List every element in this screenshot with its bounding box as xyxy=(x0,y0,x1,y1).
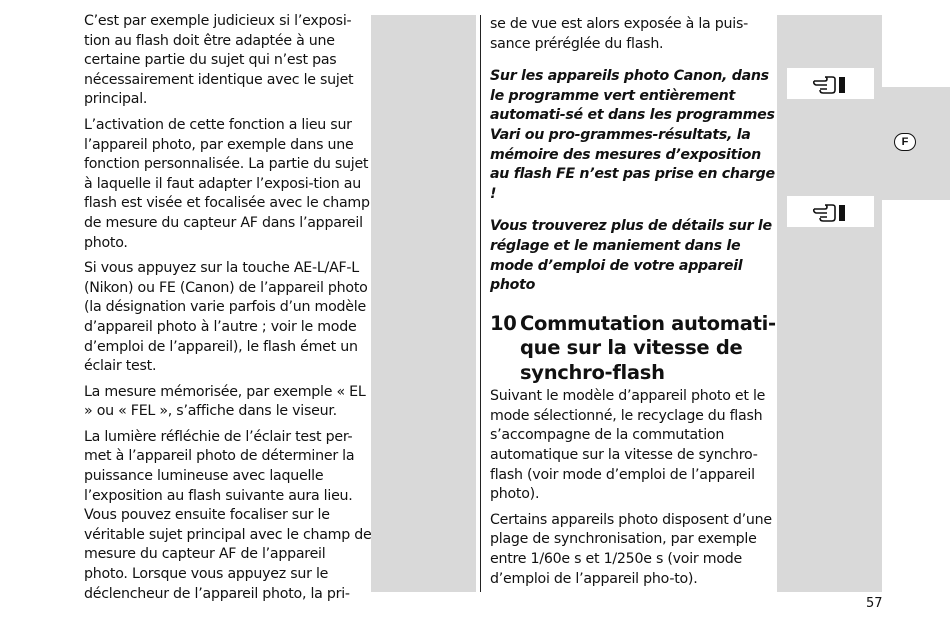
left-paragraph-2: L’activation de cette fonction a lieu sur l’appareil photo, par exemple dans une fonction personnalisée. La partie du sujet à laquelle il faut adapter l’exposi-tion au flash est visée et focalisée avec le champ de mesure du capteur AF dans l’appareil photo. xyxy=(84,116,370,251)
right-gray-band xyxy=(777,15,882,592)
left-paragraph-3: Si vous appuyez sur la touche AE-L/AF-L (Nikon) ou FE (Canon) de l’appareil photo (la désignation varie parfois d’un modèle d’appareil photo à l’autre ; voir le mode d’emploi de l’appareil), le flash émet un éclair test. xyxy=(84,260,368,375)
continuation-paragraph: se de vue est alors exposée à la puis-sance préréglée du flash. xyxy=(490,16,748,52)
left-paragraph-4: La mesure mémorisée, par exemple « EL » ou « FEL », s’affiche dans le viseur. xyxy=(84,383,366,420)
section-title: Commutation automati-que sur la vitesse de synchro-flash xyxy=(520,311,776,384)
language-badge: F xyxy=(894,133,916,151)
left-column xyxy=(84,12,372,610)
canon-note: Sur les appareils photo Canon, dans le programme vert entièrement automati-sé et dans les programmes Vari ou pro-grammes-résultats, la mémoire des mesures d’exposition au flash FE n’est pas prise en charge ! xyxy=(490,68,775,202)
pointing-hand-icon xyxy=(811,72,851,96)
page-number: 57 xyxy=(866,596,883,611)
section-number: 10 xyxy=(490,311,517,335)
middle-column xyxy=(490,15,780,595)
note-marker-1 xyxy=(787,68,874,99)
left-paragraph-5: La lumière réfléchie de l’éclair test per-met à l’appareil photo de déterminer la puissance lumineuse avec laquelle l’exposition au flash suivante aura lieu. Vous pouvez ensuite focaliser sur le véritable sujet principal avec le champ de mesure du capteur AF de l’appareil photo. Lorsque vous appuyez sur le déclencheur de l’appareil photo, la pri- xyxy=(84,428,372,602)
language-tab-strip xyxy=(882,87,950,200)
left-paragraph-1: C’est par exemple judicieux si l’exposi-tion au flash doit être adaptée à une certaine partie du sujet qui n’est pas nécessairement identique avec le sujet principal. xyxy=(84,13,354,108)
mid-paragraph-1: Suivant le modèle d’appareil photo et le mode sélectionné, le recyclage du flash s’accompagne de la commutation automatique sur la vitesse de synchro-flash (voir mode d’emploi de l’appareil photo). xyxy=(490,388,766,503)
left-gray-band xyxy=(371,15,476,592)
details-note: Vous trouverez plus de détails sur le réglage et le maniement dans le mode d’emploi de votre appareil photo xyxy=(490,218,772,294)
column-divider xyxy=(480,15,481,592)
note-marker-2 xyxy=(787,196,874,227)
mid-paragraph-2: Certains appareils photo disposent d’une plage de synchronisation, par exemple entre 1/60e s et 1/250e s (voir mode d’emploi de l’appareil pho-to). xyxy=(490,511,772,587)
pointing-hand-icon xyxy=(811,200,851,224)
section-heading xyxy=(490,312,780,386)
